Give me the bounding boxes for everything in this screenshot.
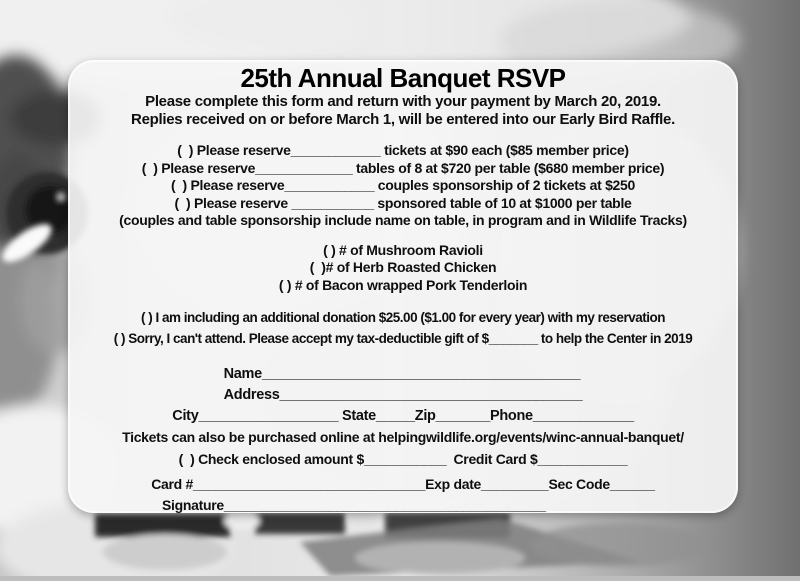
city-label: City [172,408,199,424]
check-enclosed-checkbox[interactable]: ( ) [178,451,199,467]
reserve-block [68,142,738,230]
reserve-sponsored-line [68,195,738,213]
donation-addon-checkbox[interactable]: ( ) [141,310,156,325]
meals-block [68,242,738,295]
meal-pork-label: # of Bacon wrapped Pork Tenderloin [294,276,528,293]
reserve-couples-label: Please reserve [190,177,285,193]
intro-block [68,93,738,129]
intro-line-2: Replies received on or before March 1, will be entered into our Early Bird Raffle. [131,111,675,128]
meal-pork-checkbox[interactable]: ( ) [278,276,295,293]
reserve-tickets-label: Please reserve [196,142,291,158]
reserve-couples-line [68,177,738,195]
reserve-note: (couples and table sponsorship include name on table, in program and in Wildlife Tracks) [119,212,687,228]
reserve-sponsored-suffix: sponsored table of 10 at $1000 per table [373,194,632,211]
state-label: State [338,408,376,424]
donation-addon-line [68,307,738,328]
credit-amount-blank[interactable]: ____________ [537,451,628,467]
sec-code-blank[interactable]: ______ [609,476,655,492]
donation-decline-label: Sorry, I can't attend. Please accept my tax-deductible gift of $ [128,331,489,346]
check-enclosed-label: Check enclosed amount $ [198,451,364,467]
phone-label: Phone [489,408,533,424]
zip-field-blank[interactable]: _______ [435,408,490,424]
rsvp-card [68,60,738,513]
address-label: Address [223,387,280,403]
reserve-tickets-suffix: tickets at $90 each ($85 member price) [380,142,629,158]
meal-chicken-label: # of Herb Roasted Chicken [325,259,497,275]
meal-ravioli-checkbox[interactable]: ( ) [323,241,340,258]
city-state-zip-phone-row [68,406,738,427]
contact-block [68,364,738,427]
name-field-blank[interactable]: _________________________________________ [261,366,581,382]
zip-label: Zip [414,408,436,424]
card-info-block [68,474,738,516]
card-number-blank[interactable]: _______________________________ [193,476,426,492]
name-row [224,364,583,385]
reserve-couples-checkbox[interactable]: ( ) [170,177,191,193]
card-number-label: Card # [151,476,194,492]
reserve-couples-blank[interactable]: ____________ [284,177,375,193]
reserve-tickets-checkbox[interactable]: ( ) [177,142,197,158]
form-title: 25th Annual Banquet RSVP [240,63,566,93]
address-row [224,385,583,406]
signature-row [68,495,738,516]
reserve-sponsored-checkbox[interactable]: ( ) [174,194,194,211]
signature-label: Signature [162,497,224,513]
city-field-blank[interactable]: __________________ [198,408,339,424]
sec-code-label: Sec Code [548,476,610,492]
donation-decline-checkbox[interactable]: ( ) [113,331,129,346]
meal-ravioli-line [68,242,738,260]
meal-ravioli-label: # of Mushroom Ravioli [339,241,483,258]
reserve-sponsored-label: Please reserve [193,194,292,211]
state-field-blank[interactable]: _____ [375,408,415,424]
online-purchase-note: Tickets can also be purchased online at helpingwildlife.org/events/winc-annual-banquet/ [122,429,684,445]
exp-date-blank[interactable]: _________ [481,476,549,492]
meal-pork-line [68,277,738,295]
exp-date-label: Exp date [425,476,482,492]
phone-field-blank[interactable]: _____________ [532,408,634,424]
name-label: Name [223,366,262,382]
reserve-tables-blank[interactable]: _____________ [255,159,353,176]
gift-amount-blank[interactable]: _______ [488,331,538,346]
signature-blank[interactable]: ___________________________________________ [223,497,546,513]
reserve-tables-checkbox[interactable]: ( ) [141,159,162,176]
reserve-tables-suffix: tables of 8 at $720 per table ($680 member price) [352,159,665,176]
card-number-row [68,474,738,495]
reserve-tables-label: Please reserve [161,159,256,176]
meal-chicken-checkbox[interactable]: ( ) [309,259,326,275]
intro-line-1: Please complete this form and return with your payment by March 20, 2019. [145,93,661,110]
credit-card-label: Credit Card $ [446,451,538,467]
reserve-sponsored-blank[interactable]: ___________ [291,194,374,211]
check-amount-blank[interactable]: ___________ [363,451,447,467]
donation-decline-line [68,328,738,349]
reserve-tables-line [68,160,738,178]
reserve-tickets-blank[interactable]: ____________ [290,142,381,158]
donation-decline-suffix: to help the Center in 2019 [537,331,693,346]
donation-block [68,307,738,349]
meal-chicken-line [68,259,738,277]
donation-addon-label: I am including an additional donation $25.00 ($1.00 for every year) with my reservation [155,310,665,325]
reserve-tickets-line [68,142,738,160]
address-field-blank[interactable]: _______________________________________ [279,387,583,403]
reserve-couples-suffix: couples sponsorship of 2 tickets at $250 [374,177,636,193]
payment-row [68,449,738,470]
